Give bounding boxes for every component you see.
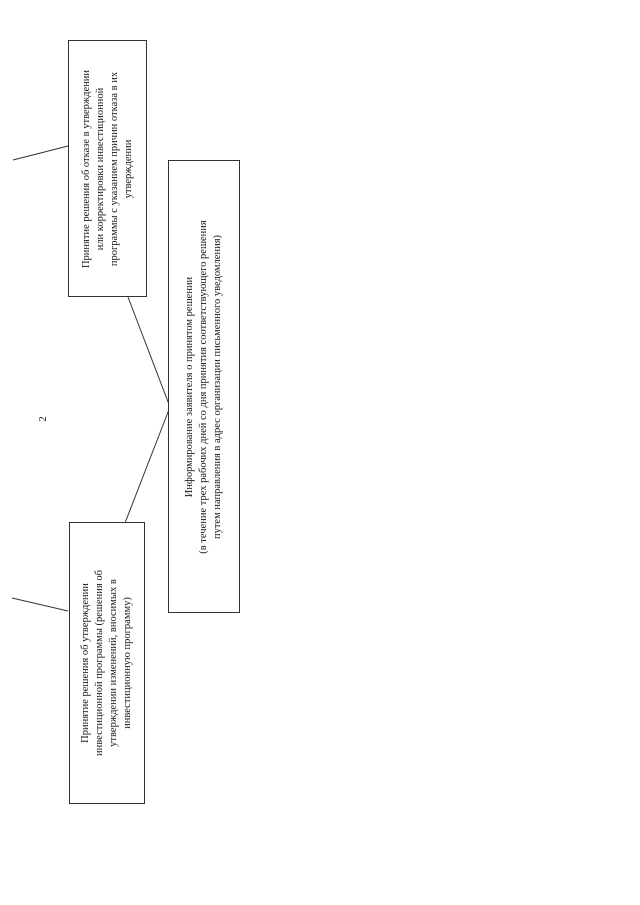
connector-incoming-refuse xyxy=(13,146,68,160)
approve-line-4: инвестиционную программу) xyxy=(122,597,133,729)
refuse-line-4: утверждении xyxy=(122,139,134,198)
refuse-line-1: Принятие решения об отказе в утверждении xyxy=(80,69,92,268)
approve-line-3: утверждении изменений, вносимых в xyxy=(108,579,119,747)
approve-line-1: Принятие решения об утверждении xyxy=(80,583,91,743)
connector-approve-to-inform xyxy=(125,407,170,523)
connector-incoming-approve xyxy=(12,598,68,611)
refuse-decision-box xyxy=(68,40,147,297)
refuse-line-2: или корректировки инвестиционной xyxy=(94,87,106,250)
connector-refuse-to-inform xyxy=(128,297,170,407)
inform-applicant-box xyxy=(168,160,240,613)
refuse-line-3: программы с указанием причин отказа в их xyxy=(108,71,120,266)
approve-decision-text xyxy=(79,530,135,796)
page-number: 2 xyxy=(37,416,49,422)
inform-line-3: путем направления в адрес организации письменного уведомления) xyxy=(212,234,223,539)
inform-applicant-text xyxy=(183,167,225,607)
inform-line-2: (в течение трех рабочих дней со дня принятия соответствующего решения xyxy=(198,219,209,554)
approve-line-2: инвестиционной программы (решения об xyxy=(94,570,105,756)
inform-line-1: Информирование заявителя о принятом решении xyxy=(184,276,195,497)
approve-decision-box xyxy=(69,522,145,804)
refuse-decision-text xyxy=(80,44,136,294)
